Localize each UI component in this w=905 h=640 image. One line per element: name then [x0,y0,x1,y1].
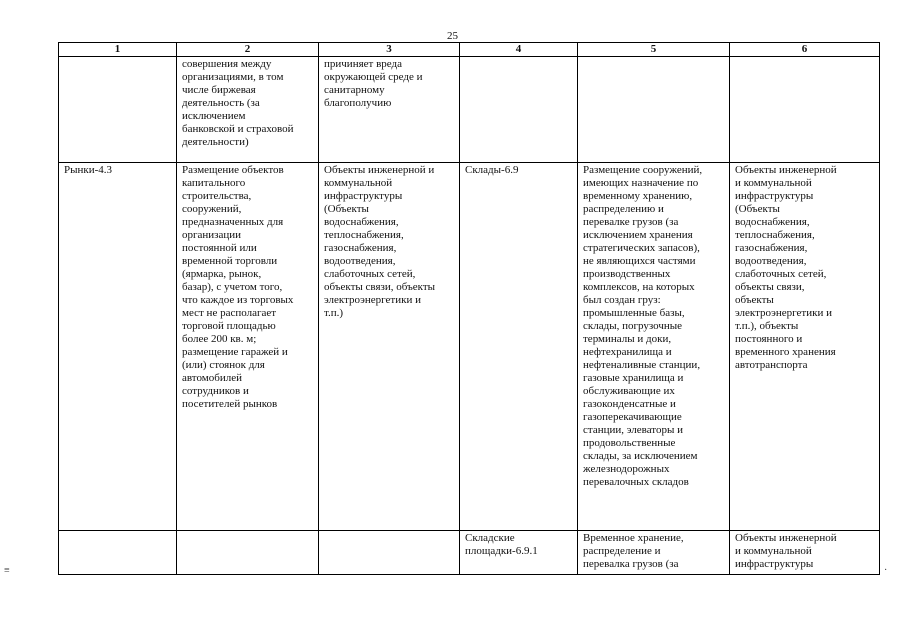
table-cell [460,57,578,163]
cell-text: Объекты инженерной и коммунальной инфраструктуры (Объекты водоснабжения, теплоснабжения, газоснабжения, водоотведения, слаботочных сетей, объекты связи, объекты электроэнергетики и т.п.), объекты постоянного и временного хранения автотранспорта [735,164,837,371]
table-cell [319,531,460,575]
column-header: 5 [578,43,730,57]
left-margin-mark: ≡ [4,565,10,576]
column-header: 3 [319,43,460,57]
table-row [59,531,880,575]
cell-text: Размещение объектов капитального строительства, сооружений, предназначенных для организации постоянной или временной торговли (ярмарка, рынок, базар), с учетом того, что каждое из торговых мест не располагает торговой площадью более 200 кв. м; размещение гаражей и (или) стоянок для автомобилей сотрудников и посетителей рынков [182,164,294,410]
table-cell [319,163,460,531]
cell-text: совершения между организациями, в том числе биржевая деятельность (за исключением банковской и страховой деятельности) [182,58,294,148]
table-cell [460,163,578,531]
table-cell [730,57,880,163]
table-cell [59,163,177,531]
permitted-use-table [58,42,880,575]
table-row [59,57,880,163]
table-cell [177,57,319,163]
column-header: 4 [460,43,578,57]
cell-text: Рынки-4.3 [64,164,113,176]
cell-text: Размещение сооружений, имеющих назначение по временному хранению, распределению и перевалке грузов (за исключением хранения стратегических запасов), не являющихся частями производственных комплексов, на которых был создан груз: промышленные базы, склады, погрузочные терминалы и доки, нефтехранилища и нефтеналивные станции, газовые хранилища и обслуживающие их газоконденсатные и газоперекачивающие станции, элеваторы и продовольственные склады, за исключением железнодорожных перевалочных складов [583,164,703,488]
cell-text: Временное хранение, распределение и перевалка грузов (за [583,532,684,570]
cell-text: Объекты инженерной и коммунальной инфраструктуры [735,532,837,570]
cell-text: Склады-6.9 [465,164,519,176]
page-number: 25 [447,30,458,42]
table-cell [578,531,730,575]
table-row [59,163,880,531]
column-header: 2 [177,43,319,57]
cell-text: Складские площадки-6.9.1 [465,532,538,557]
table-header-row [59,43,880,57]
cell-text: причиняет вреда окружающей среде и санитарному благополучию [324,58,423,109]
table-cell [730,163,880,531]
table-cell [319,57,460,163]
table-cell [177,531,319,575]
table-cell [578,57,730,163]
right-margin-mark: · [884,565,888,576]
cell-text: Объекты инженерной и коммунальной инфраструктуры (Объекты водоснабжения, теплоснабжения, газоснабжения, водоотведения, слаботочных сетей, объекты связи, объекты электроэнергетики и т.п.) [324,164,436,319]
table-cell [59,531,177,575]
table-cell [730,531,880,575]
table-cell [460,531,578,575]
table-cell [578,163,730,531]
table-cell [59,57,177,163]
column-header: 1 [59,43,177,57]
column-header: 6 [730,43,880,57]
table-cell [177,163,319,531]
